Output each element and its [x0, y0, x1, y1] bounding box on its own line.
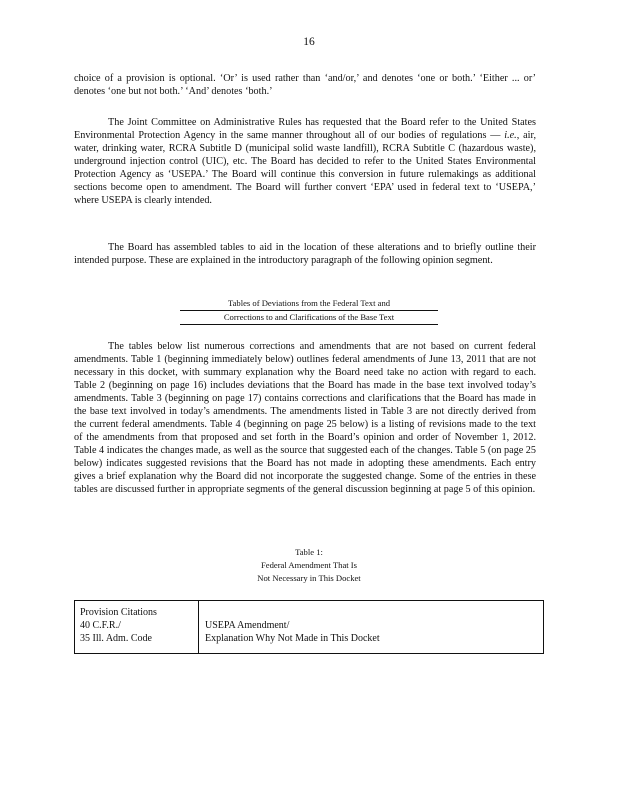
table1-title-line-1: Table 1:	[295, 547, 323, 557]
table1-title	[200, 546, 418, 585]
section-heading-line-1: Tables of Deviations from the Federal Text and	[180, 297, 438, 311]
section-heading-line-2: Corrections to and Clarifications of the Base Text	[180, 311, 438, 325]
table1-title-line-2: Federal Amendment That Is	[260, 560, 358, 570]
table1-header-explanation	[199, 601, 543, 653]
citations-line-1: Provision Citations	[80, 607, 157, 618]
section-heading	[180, 297, 438, 325]
explanation-line-2: Explanation Why Not Made in This Docket	[205, 633, 380, 644]
explanation-line-1: USEPA Amendment/	[205, 620, 290, 631]
ie-abbreviation: i.e.	[504, 130, 517, 141]
citations-line-3: 35 Ill. Adm. Code	[80, 633, 152, 644]
paragraph-tables-intro: The Board has assembled tables to aid in the location of these alterations and to briefly outline their intended purpose. These are explained in the introductory paragraph of the following opinion segment.	[74, 242, 536, 266]
table1-header	[74, 600, 544, 654]
paragraph-usepa-naming	[74, 116, 536, 207]
paragraph-text-part: The Joint Committee on Administrative Rules has requested that the Board refer to the United States Environmental Protection Agency in the same manner throughout all of our bodies of regulations —	[74, 117, 536, 141]
citations-line-2: 40 C.F.R./	[80, 620, 121, 631]
page-number: 16	[303, 36, 315, 48]
table1-header-citations	[75, 601, 199, 653]
paragraph-tables-description: The tables below list numerous corrections and amendments that are not based on current federal amendments. Table 1 (beginning immediately below) outlines federal amendments of June 13, 2011 that are not necessary in this docket, with summary explanation why the Board need take no action with regard to each. Table 2 (beginning on page 16) includes deviations that the Board has made in the base text involved today’s amendments. Table 3 (beginning on page 17) contains corrections and clarifications that the Board has made in the base text involved in today’s amendments. The amendments listed in Table 3 are not directly derived from the current federal amendments. Table 4 (beginning on page 25 below) is a listing of revisions made to the text of the amendments from that proposed and set forth in the Board’s opinion and order of November 1, 2012. Table 4 indicates the changes made, as well as the source that suggested each of the changes. Table 5 (on page 25 below) indicates suggested revisions that the Board has not made in adopting these amendments. Each entry gives a brief explanation why the Board did not incorporate the suggested change. Some of the entries in these tables are discussed further in appropriate segments of the general discussion beginning at page 5 of this opinion.	[74, 341, 536, 495]
paragraph-definitions: choice of a provision is optional. ‘Or’ is used rather than ‘and/or,’ and denotes ‘one or both.’ ‘Either ... or’ denotes ‘one but not both.’ ‘And’ denotes ‘both.’	[74, 73, 536, 97]
table1-title-line-3: Not Necessary in This Docket	[257, 573, 361, 583]
paragraph-text-part: , air, water, drinking water, RCRA Subtitle D (municipal solid waste landfill), RCRA Subtitle C (hazardous waste), underground injection control (UIC), etc. The Board has decided to refer to the United States Environmental Protection Agency as ‘USEPA.’ The Board will continue this conversion in future rulemakings as additional sections become open to amendment. The Board will further convert ‘EPA’ used in federal text to ‘USEPA,’ where USEPA is clearly intended.	[74, 130, 536, 206]
